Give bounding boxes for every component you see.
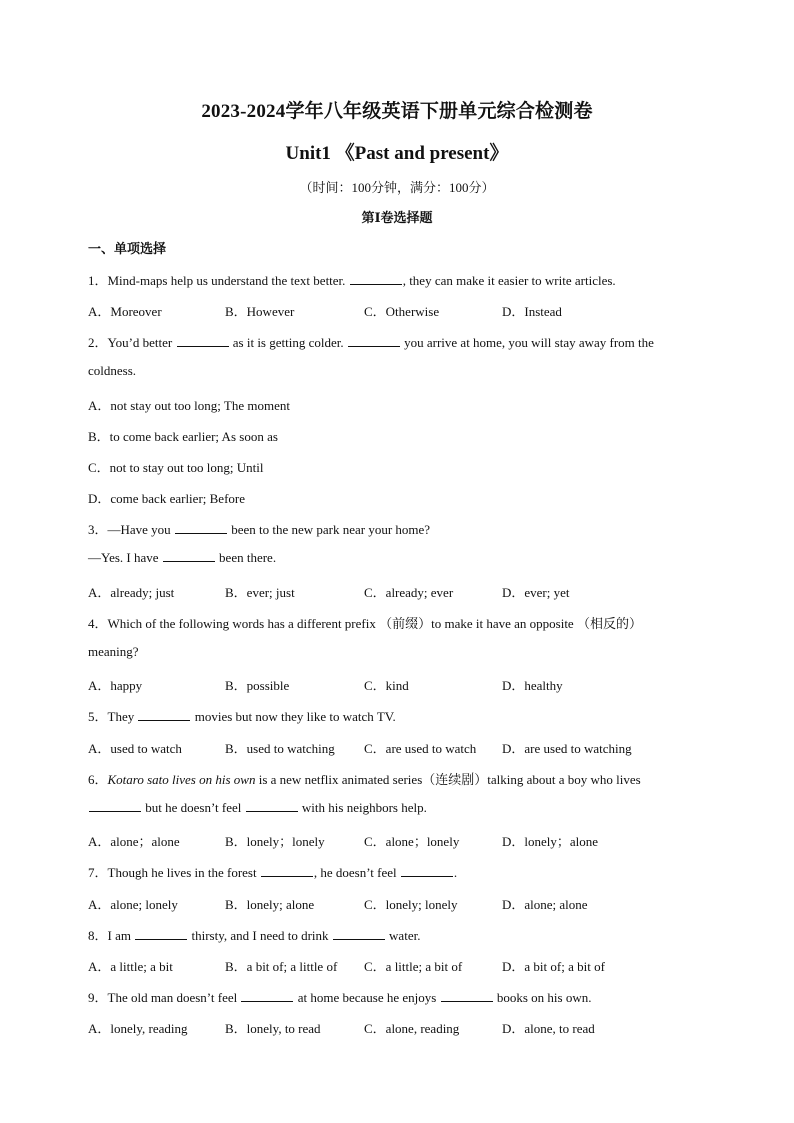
option-d: D．a bit of; a bit of — [502, 959, 605, 974]
option-c: C．Otherwise — [364, 304, 440, 319]
question-text: 2．You’d better — [88, 335, 176, 350]
question-6-line-1 — [88, 769, 641, 788]
option-a: A．happy — [88, 678, 143, 693]
option-d: D．ever; yet — [502, 585, 570, 600]
option-c: C．alone；lonely — [364, 834, 460, 849]
option-c: C．already; ever — [364, 585, 454, 600]
option-c: C．not to stay out too long; Until — [88, 460, 264, 475]
option-c: C．kind — [364, 678, 409, 693]
option-d: D．lonely；alone — [502, 834, 599, 849]
option-c: C．lonely; lonely — [364, 897, 458, 912]
question-text: as it is getting colder. — [229, 335, 347, 350]
option-b: B．lonely；lonely — [225, 834, 325, 849]
answer-blank[interactable] — [350, 273, 402, 285]
question-text: you arrive at home, you will stay away from the — [400, 335, 654, 350]
question-2-line-2: coldness. — [88, 363, 137, 378]
series-title: Kotaro sato lives on his own — [107, 772, 256, 787]
question-9-line-1 — [88, 987, 591, 1006]
question-text: movies but now they like to watch TV. — [191, 709, 396, 724]
question-5-line-1 — [88, 706, 396, 725]
question-text: water. — [385, 928, 421, 943]
answer-blank[interactable] — [246, 800, 298, 812]
option-d: D．alone, to read — [502, 1021, 595, 1036]
option-b: B．lonely; alone — [225, 897, 315, 912]
question-text: 6． — [88, 772, 108, 787]
answer-blank[interactable] — [441, 990, 493, 1002]
question-2-line-1 — [88, 332, 654, 351]
answer-blank[interactable] — [175, 522, 227, 534]
option-a: A．a little; a bit — [88, 959, 173, 974]
time-and-score: （时间：100分钟，满分：100分） — [299, 180, 495, 195]
question-4-line-2: meaning? — [88, 644, 139, 659]
option-a: A．alone; lonely — [88, 897, 178, 912]
question-text: . — [453, 865, 458, 880]
option-c: C．alone, reading — [364, 1021, 460, 1036]
unit-subtitle: Unit1 《Past and present》 — [285, 143, 509, 164]
answer-blank[interactable] — [333, 928, 385, 940]
question-text: 7．Though he lives in the forest — [88, 865, 260, 880]
option-a: A．alone；alone — [88, 834, 180, 849]
answer-blank[interactable] — [138, 709, 190, 721]
question-7-line-1 — [88, 862, 457, 881]
question-text: 8．I am — [88, 928, 135, 943]
question-3-line-1 — [88, 519, 430, 538]
question-text: books on his own. — [493, 990, 592, 1005]
question-text: , they can make it easier to write articles. — [402, 273, 616, 288]
option-d: D．are used to watching — [502, 741, 632, 756]
question-text: been there. — [215, 550, 277, 565]
option-a: A．already; just — [88, 585, 175, 600]
option-a: A．lonely, reading — [88, 1021, 188, 1036]
answer-blank[interactable] — [261, 865, 313, 877]
question-8-line-1 — [88, 925, 420, 944]
option-d: D．alone; alone — [502, 897, 588, 912]
question-6-line-2 — [88, 800, 427, 816]
answer-blank[interactable] — [163, 550, 215, 562]
question-text: 9．The old man doesn’t feel — [88, 990, 241, 1005]
question-text: with his neighbors help. — [298, 800, 427, 815]
answer-blank[interactable] — [135, 928, 187, 940]
option-b: B．However — [225, 304, 295, 319]
question-text: but he doesn’t feel — [142, 800, 245, 815]
question-4-line-1: 4．Which of the following words has a different prefix （前缀）to make it have an opposite （相反的） — [88, 616, 642, 631]
answer-blank[interactable] — [89, 800, 141, 812]
question-text: at home because he enjoys — [294, 990, 440, 1005]
part-heading: 一、单项选择 — [88, 241, 167, 256]
option-b: B．possible — [225, 678, 290, 693]
answer-blank[interactable] — [348, 335, 400, 347]
question-1-line-1 — [88, 270, 616, 289]
question-text: 5．They — [88, 709, 138, 724]
option-c: C．a little; a bit of — [364, 959, 463, 974]
exam-title: 2023-2024学年八年级英语下册单元综合检测卷 — [201, 101, 593, 122]
option-b: B．ever; just — [225, 585, 295, 600]
option-b: B．to come back earlier; As soon as — [88, 429, 278, 444]
option-a: A．Moreover — [88, 304, 162, 319]
option-a: A．used to watch — [88, 741, 182, 756]
section-heading: 第Ⅰ卷选择题 — [361, 210, 433, 225]
question-text: is a new netflix animated series（连续剧）talking about a boy who lives — [255, 772, 641, 787]
question-3-line-2 — [88, 550, 276, 566]
option-b: B．used to watching — [225, 741, 335, 756]
answer-blank[interactable] — [177, 335, 229, 347]
answer-blank[interactable] — [401, 865, 453, 877]
option-d: D．Instead — [502, 304, 562, 319]
option-b: B．a bit of; a little of — [225, 959, 338, 974]
option-d: D．come back earlier; Before — [88, 491, 246, 506]
option-d: D．healthy — [502, 678, 563, 693]
question-text: been to the new park near your home? — [227, 522, 431, 537]
question-text: —Yes. I have — [88, 550, 162, 565]
question-text: 3．—Have you — [88, 522, 174, 537]
question-text: thirsty, and I need to drink — [188, 928, 332, 943]
question-text: , he doesn’t feel — [313, 865, 400, 880]
option-c: C．are used to watch — [364, 741, 477, 756]
question-text: 1．Mind-maps help us understand the text better. — [88, 273, 349, 288]
option-b: B．lonely, to read — [225, 1021, 321, 1036]
answer-blank[interactable] — [241, 990, 293, 1002]
option-a: A．not stay out too long; The moment — [88, 398, 290, 413]
